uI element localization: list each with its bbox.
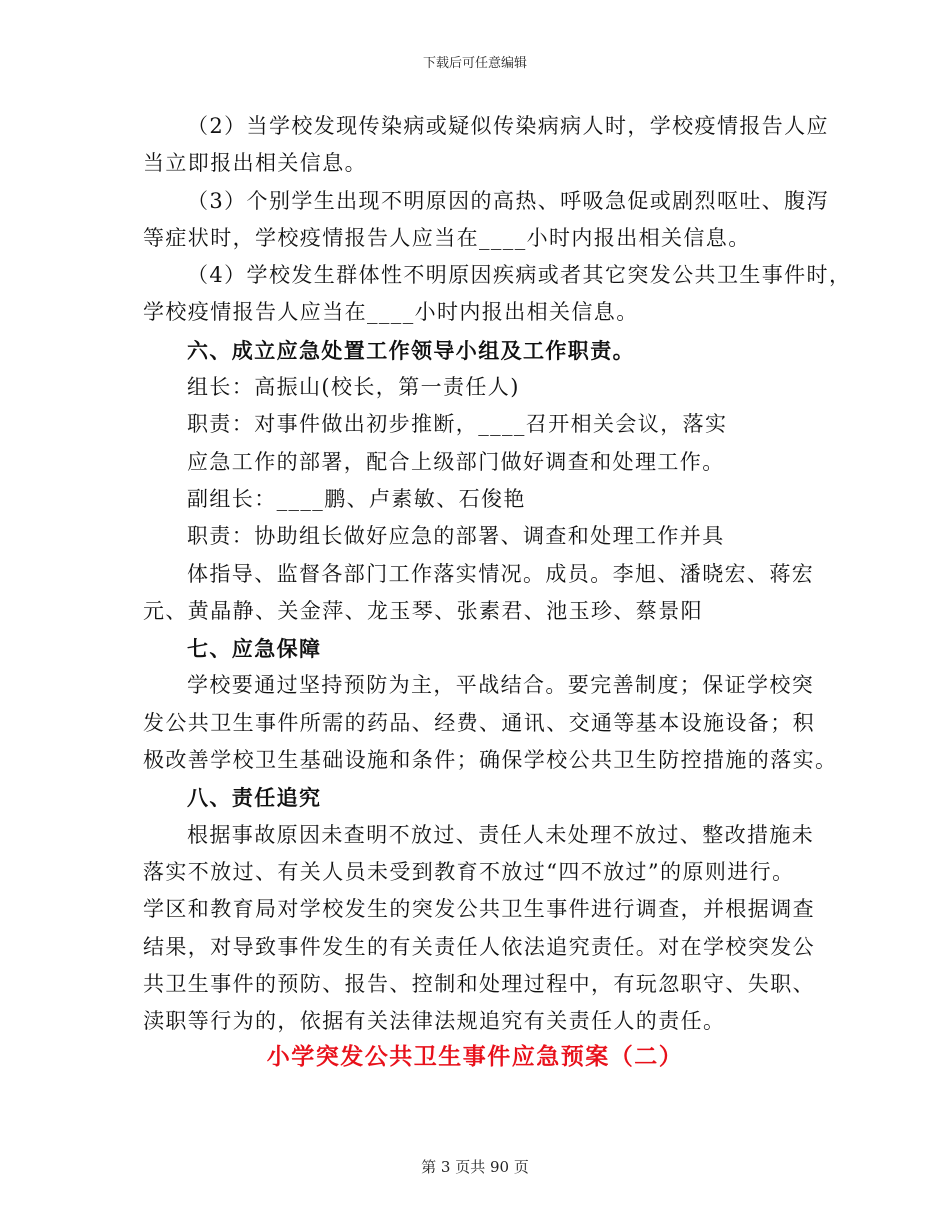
text-line: 渎职等行为的，依据有关法律法规追究有关责任人的责任。 [143,1009,726,1034]
text-line: 结果，对导致事件发生的有关责任人依法追究责任。对在学校突发公 [143,934,815,959]
text-line: 副组长：____鹏、卢素敏、石俊艳 [187,486,526,511]
section-title: 小学突发公共卫生事件应急预案（二） [266,1043,684,1070]
text-line: （4）学校发生群体性不明原因疾病或者其它突发公共卫生事件时， [187,263,852,288]
text-line: 发公共卫生事件所需的药品、经费、通讯、交通等基本设施设备；积 [143,710,815,735]
section-heading: 六、成立应急处置工作领导小组及工作职责。 [187,337,635,363]
page-header: 下载后可任意编辑 [422,56,527,71]
page-footer: 第 3 页共 90 页 [421,1158,529,1176]
text-line: 体指导、监督各部门工作落实情况。成员。李旭、潘晓宏、蒋宏 [187,561,815,586]
text-line: 学区和教育局对学校发生的突发公共卫生事件进行调查，并根据调查 [143,897,815,922]
text-line: 学校疫情报告人应当在____小时内报出相关信息。 [143,300,639,325]
text-line: 当立即报出相关信息。 [143,151,367,176]
section-heading: 八、责任追究 [187,785,322,811]
text-line: 应急工作的部署，配合上级部门做好调查和处理工作。 [187,449,725,474]
document-body [143,108,852,1040]
section-heading: 七、应急保障 [187,636,322,662]
text-line: 职责：对事件做出初步推断，____召开相关会议，落实 [187,412,728,437]
text-line: 根据事故原因未查明不放过、责任人未处理不放过、整改措施未 [187,822,815,847]
text-line: 共卫生事件的预防、报告、控制和处理过程中，有玩忽职守、失职、 [143,971,815,996]
text-line: 极改善学校卫生基础设施和条件；确保学校公共卫生防控措施的落实。 [143,748,838,773]
text-line: （3）个别学生出现不明原因的高热、呼吸急促或剧烈呕吐、腹泻 [187,188,829,213]
text-line: 落实不放过、有关人员未受到教育不放过“四不放过”的原则进行。 [143,859,795,884]
text-line: 组长：高振山(校长，第一责任人) [187,375,520,400]
text-line: 元、黄晶静、关金萍、龙玉琴、张素君、池玉珍、蔡景阳 [143,598,703,623]
text-line: （2）当学校发现传染病或疑似传染病病人时，学校疫情报告人应 [187,114,829,138]
text-line: 学校要通过坚持预防为主，平战结合。要完善制度；保证学校突 [187,673,815,698]
text-line: 职责：协助组长做好应急的部署、调查和处理工作并具 [187,524,725,549]
text-line: 等症状时，学校疫情报告人应当在____小时内报出相关信息。 [143,225,751,250]
